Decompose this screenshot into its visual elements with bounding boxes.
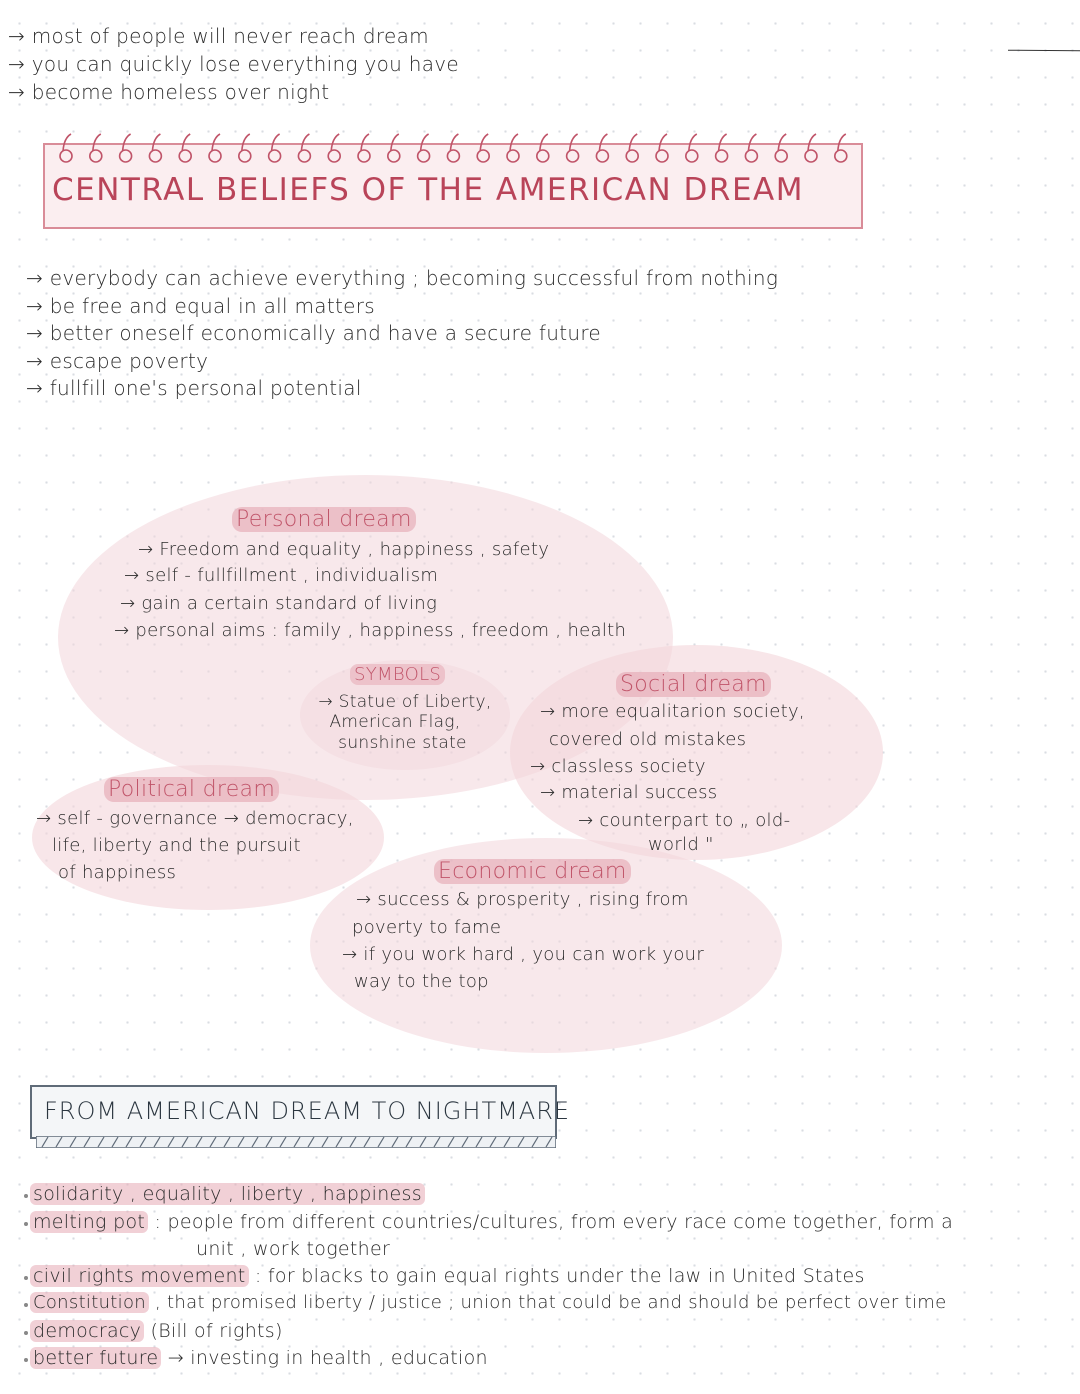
bullet-dot — [24, 1276, 28, 1280]
social-dream-heading: Social dream — [616, 672, 771, 697]
ideal-row — [30, 1320, 283, 1342]
bullet-dot — [24, 1194, 28, 1198]
ideal-text: : people from different countries/cultures, from every race come together, form a — [148, 1211, 954, 1233]
symbols-line: sunshine state — [338, 733, 467, 753]
economic-dream-line: poverty to fame — [352, 917, 502, 938]
personal-dream-heading: Personal dream — [232, 507, 416, 532]
social-dream-line: → counterpart to „ old- — [578, 810, 791, 831]
ideal-row — [30, 1347, 488, 1369]
ideal-term: better future — [30, 1347, 161, 1369]
social-dream-line: world " — [648, 834, 714, 855]
top-note-3: → become homeless over night — [8, 80, 330, 104]
ideal-term: Constitution — [30, 1292, 149, 1313]
symbols-line: American Flag, — [329, 712, 461, 732]
political-dream-heading: Political dream — [104, 777, 279, 802]
bullet-dot — [24, 1358, 28, 1362]
ideal-row — [30, 1211, 953, 1233]
economic-dream-line: → if you work hard , you can work your — [342, 944, 705, 965]
belief-item-2: → be free and equal in all matters — [26, 294, 375, 318]
personal-dream-line: → gain a certain standard of living — [120, 593, 438, 614]
ideal-term: civil rights movement — [30, 1265, 249, 1287]
ideal-text: : for blacks to gain equal rights under the law in United States — [248, 1265, 865, 1287]
ideal-term: melting pot — [30, 1211, 148, 1233]
symbols-line: → Statue of Liberty, — [318, 692, 492, 712]
social-dream-line: → material success — [540, 782, 718, 803]
social-dream-line: → classless society — [530, 756, 706, 777]
central-beliefs-title: CENTRAL BELIEFS OF THE AMERICAN DREAM — [52, 172, 804, 208]
belief-item-4: → escape poverty — [26, 349, 209, 373]
political-dream-line: of happiness — [58, 862, 177, 883]
personal-dream-line: → personal aims : family , happiness , freedom , health — [114, 620, 627, 641]
ideal-term: solidarity , equality , liberty , happiness — [30, 1183, 425, 1205]
ideal-term: democracy — [30, 1320, 144, 1342]
bullet-dot — [24, 1303, 28, 1307]
ideal-row-continued — [196, 1238, 390, 1260]
top-note-1: → most of people will never reach dream — [8, 24, 429, 48]
spiral-binding-decoration — [52, 128, 864, 168]
personal-dream-line: → Freedom and equality , happiness , safety — [138, 539, 550, 560]
ideal-row — [30, 1183, 425, 1205]
political-dream-line: life, liberty and the pursuit — [52, 835, 301, 856]
ideal-row — [30, 1292, 946, 1313]
ideal-text: (Bill of rights) — [144, 1320, 283, 1342]
hatch-decoration — [36, 1136, 556, 1148]
ideal-text: unit , work together — [196, 1238, 391, 1260]
belief-item-1: → everybody can achieve everything ; becoming successful from nothing — [26, 266, 779, 290]
nightmare-title: FROM AMERICAN DREAM TO NIGHTMARE — [44, 1097, 571, 1125]
symbols-heading: SYMBOLS — [350, 664, 445, 685]
ideal-text: → investing in health , education — [161, 1347, 488, 1369]
belief-item-3: → better oneself economically and have a secure future — [26, 321, 602, 345]
economic-dream-line: way to the top — [354, 971, 489, 992]
political-dream-line: → self - governance → democracy, — [36, 808, 354, 829]
top-note-2: → you can quickly lose everything you have — [8, 52, 460, 76]
social-dream-line: → more equalitarion society, — [540, 701, 805, 722]
economic-dream-line: → success & prosperity , rising from — [356, 889, 689, 910]
ideal-text: , that promised liberty / justice ; union that could be and should be perfect over time — [148, 1292, 947, 1313]
economic-dream-heading: Economic dream — [434, 859, 631, 884]
bullet-dot — [24, 1222, 28, 1226]
belief-item-5: → fullfill one's personal potential — [26, 376, 362, 400]
social-dream-line: covered old mistakes — [549, 729, 747, 750]
personal-dream-line: → self - fullfillment , individualism — [124, 565, 439, 586]
margin-line — [1008, 50, 1080, 52]
bullet-dot — [24, 1331, 28, 1335]
ideal-row — [30, 1265, 865, 1287]
